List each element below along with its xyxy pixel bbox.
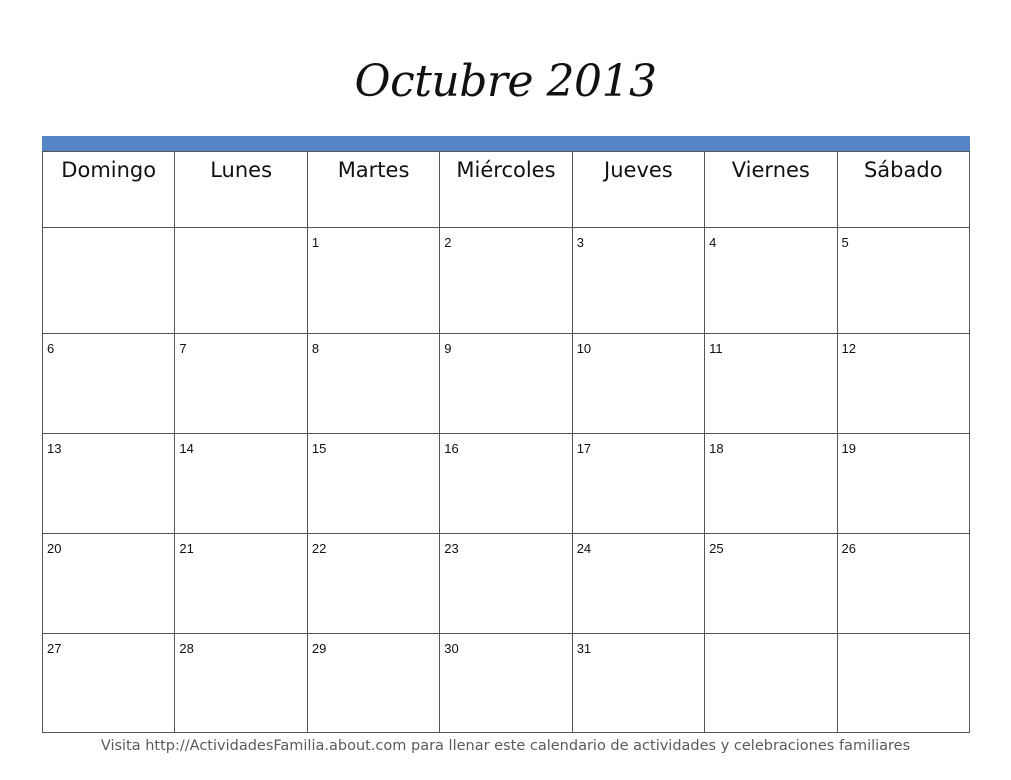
day-number: 11 xyxy=(709,341,723,356)
day-number: 16 xyxy=(444,441,459,456)
day-cell[interactable] xyxy=(572,334,704,434)
day-cell[interactable] xyxy=(307,228,439,334)
weekday-header-wednesday: Miércoles xyxy=(440,152,572,228)
footer-note: Visita http://ActividadesFamilia.about.com para llenar este calendario de actividades y celebraciones familiares xyxy=(100,738,911,754)
day-cell[interactable] xyxy=(175,634,307,733)
day-number: 15 xyxy=(311,441,327,456)
day-number: 17 xyxy=(576,441,592,456)
day-number xyxy=(838,634,969,641)
day-cell[interactable] xyxy=(307,634,439,733)
day-number: 4 xyxy=(709,235,717,250)
week-row xyxy=(43,534,970,634)
day-number xyxy=(705,634,836,641)
day-cell[interactable] xyxy=(440,434,572,534)
day-cell[interactable] xyxy=(837,634,969,733)
day-cell[interactable] xyxy=(440,228,572,334)
day-cell[interactable] xyxy=(705,334,837,434)
day-number: 30 xyxy=(444,641,459,656)
day-number: 13 xyxy=(47,441,62,456)
header-accent-bar xyxy=(42,136,970,151)
day-cell[interactable] xyxy=(43,534,175,634)
day-cell[interactable] xyxy=(307,434,439,534)
day-number: 9 xyxy=(444,341,452,356)
day-cell[interactable] xyxy=(837,434,969,534)
day-cell[interactable] xyxy=(43,634,175,733)
day-cell[interactable] xyxy=(175,534,307,634)
day-number: 29 xyxy=(311,641,327,656)
day-cell[interactable] xyxy=(705,534,837,634)
day-cell[interactable] xyxy=(175,334,307,434)
weekday-header-sunday: Domingo xyxy=(43,152,175,228)
day-number: 26 xyxy=(841,541,856,556)
weekday-header-saturday: Sábado xyxy=(837,152,969,228)
calendar-title: Octubre 2013 xyxy=(354,56,657,107)
week-row xyxy=(43,434,970,534)
day-number: 22 xyxy=(311,541,327,556)
day-number: 20 xyxy=(47,541,62,556)
week-row xyxy=(43,634,970,733)
day-cell[interactable] xyxy=(837,534,969,634)
day-cell[interactable] xyxy=(705,634,837,733)
day-cell[interactable] xyxy=(175,434,307,534)
day-cell[interactable] xyxy=(440,534,572,634)
day-cell[interactable] xyxy=(837,228,969,334)
day-number: 2 xyxy=(444,235,452,250)
weekday-header-row xyxy=(43,152,970,228)
day-number: 8 xyxy=(311,341,320,356)
day-number xyxy=(43,228,174,235)
day-cell[interactable] xyxy=(837,334,969,434)
day-number: 25 xyxy=(709,541,724,556)
weekday-header-monday: Lunes xyxy=(175,152,307,228)
weekday-header-friday: Viernes xyxy=(705,152,837,228)
day-cell[interactable] xyxy=(572,634,704,733)
day-number: 3 xyxy=(576,235,584,250)
day-number: 18 xyxy=(709,441,724,456)
day-cell[interactable] xyxy=(43,434,175,534)
day-cell[interactable] xyxy=(175,228,307,334)
calendar-grid xyxy=(42,151,970,733)
day-cell[interactable] xyxy=(572,228,704,334)
day-number: 7 xyxy=(179,341,187,356)
day-number: 24 xyxy=(576,541,592,556)
day-number: 27 xyxy=(47,641,62,656)
day-number: 14 xyxy=(179,441,194,456)
day-cell[interactable] xyxy=(440,634,572,733)
day-number: 10 xyxy=(576,341,592,356)
day-number xyxy=(175,228,306,235)
day-number: 1 xyxy=(311,235,320,250)
day-cell[interactable] xyxy=(307,334,439,434)
day-number: 12 xyxy=(841,341,856,356)
weekday-header-tuesday: Martes xyxy=(307,152,439,228)
day-number: 6 xyxy=(47,341,55,356)
day-number: 28 xyxy=(179,641,194,656)
day-number: 21 xyxy=(179,541,194,556)
week-row xyxy=(43,228,970,334)
day-cell[interactable] xyxy=(705,228,837,334)
day-cell[interactable] xyxy=(572,534,704,634)
week-row xyxy=(43,334,970,434)
day-cell[interactable] xyxy=(307,534,439,634)
day-cell[interactable] xyxy=(572,434,704,534)
day-number: 23 xyxy=(444,541,459,556)
day-cell[interactable] xyxy=(43,334,175,434)
day-cell[interactable] xyxy=(43,228,175,334)
day-number: 19 xyxy=(841,441,856,456)
day-cell[interactable] xyxy=(705,434,837,534)
day-cell[interactable] xyxy=(440,334,572,434)
day-number: 31 xyxy=(576,641,592,656)
day-number: 5 xyxy=(841,235,849,250)
weekday-header-thursday: Jueves xyxy=(572,152,704,228)
